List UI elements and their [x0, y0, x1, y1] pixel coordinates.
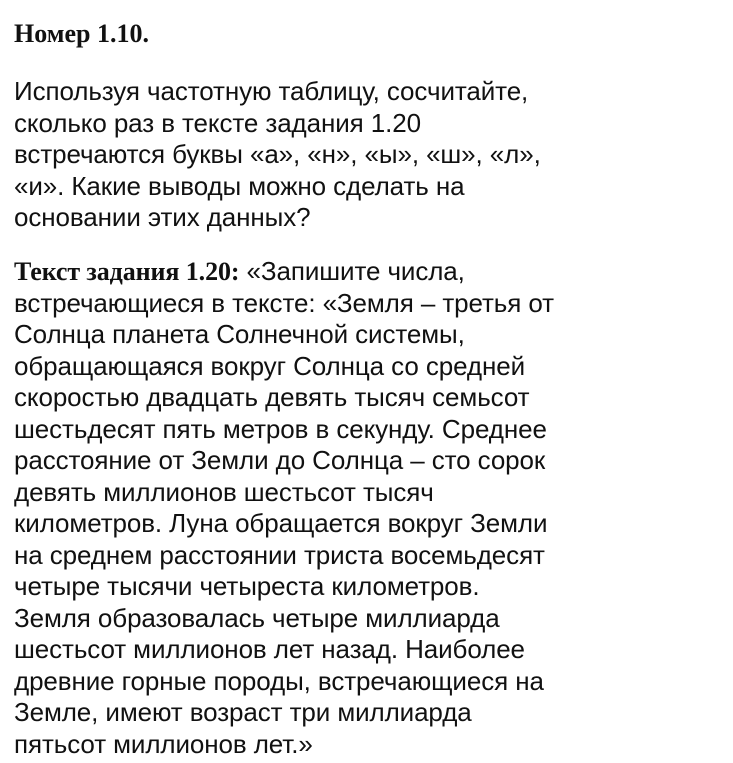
- exercise-heading: Номер 1.10.: [14, 19, 149, 48]
- text-line: древние горные породы, встречающиеся на: [14, 665, 544, 696]
- text-line: встречающиеся в тексте: «Земля – третья от: [14, 287, 554, 318]
- text-line: «и». Какие выводы можно сделать на: [14, 170, 465, 201]
- text-line: обращающаяся вокруг Солнца со средней: [14, 350, 525, 381]
- text-line: Земля образовалась четыре миллиарда: [14, 602, 500, 633]
- text-line: Солнца планета Солнечной системы,: [14, 319, 465, 349]
- text-line: встречаются буквы «а», «н», «ы», «ш», «л»,: [14, 139, 541, 169]
- task-paragraph: [14, 76, 541, 234]
- text-line: расстояние от Земли до Солнца – сто сорок: [14, 445, 546, 475]
- text-line: девять миллионов шестьсот тысяч: [14, 476, 434, 507]
- text-line: скоростью двадцать девять тысяч семьсот: [14, 382, 530, 412]
- text-line: [14, 256, 554, 288]
- text-line: шестьдесят пять метров в секунду. Среднее: [14, 413, 547, 444]
- text-line: на среднем расстоянии триста восемьдесят: [14, 539, 545, 570]
- text-line: основании этих данных?: [14, 202, 311, 232]
- text-line: шестьсот миллионов лет назад. Наиболее: [14, 634, 525, 664]
- text-line: сколько раз в тексте задания 1.20: [14, 107, 421, 138]
- source-text-label: Текст задания 1.20:: [14, 257, 240, 286]
- text-line: Используя частотную таблицу, сосчитайте,: [14, 76, 529, 106]
- source-text-paragraph: [14, 256, 554, 760]
- text-line: пятьсот миллионов лет.»: [14, 728, 313, 759]
- source-text-start: «Запишите числа,: [239, 256, 465, 286]
- text-line: четыре тысячи четыреста километров.: [14, 571, 480, 601]
- text-line: километров. Луна обращается вокруг Земли: [14, 508, 548, 538]
- text-line: Земле, имеют возраст три миллиарда: [14, 697, 472, 727]
